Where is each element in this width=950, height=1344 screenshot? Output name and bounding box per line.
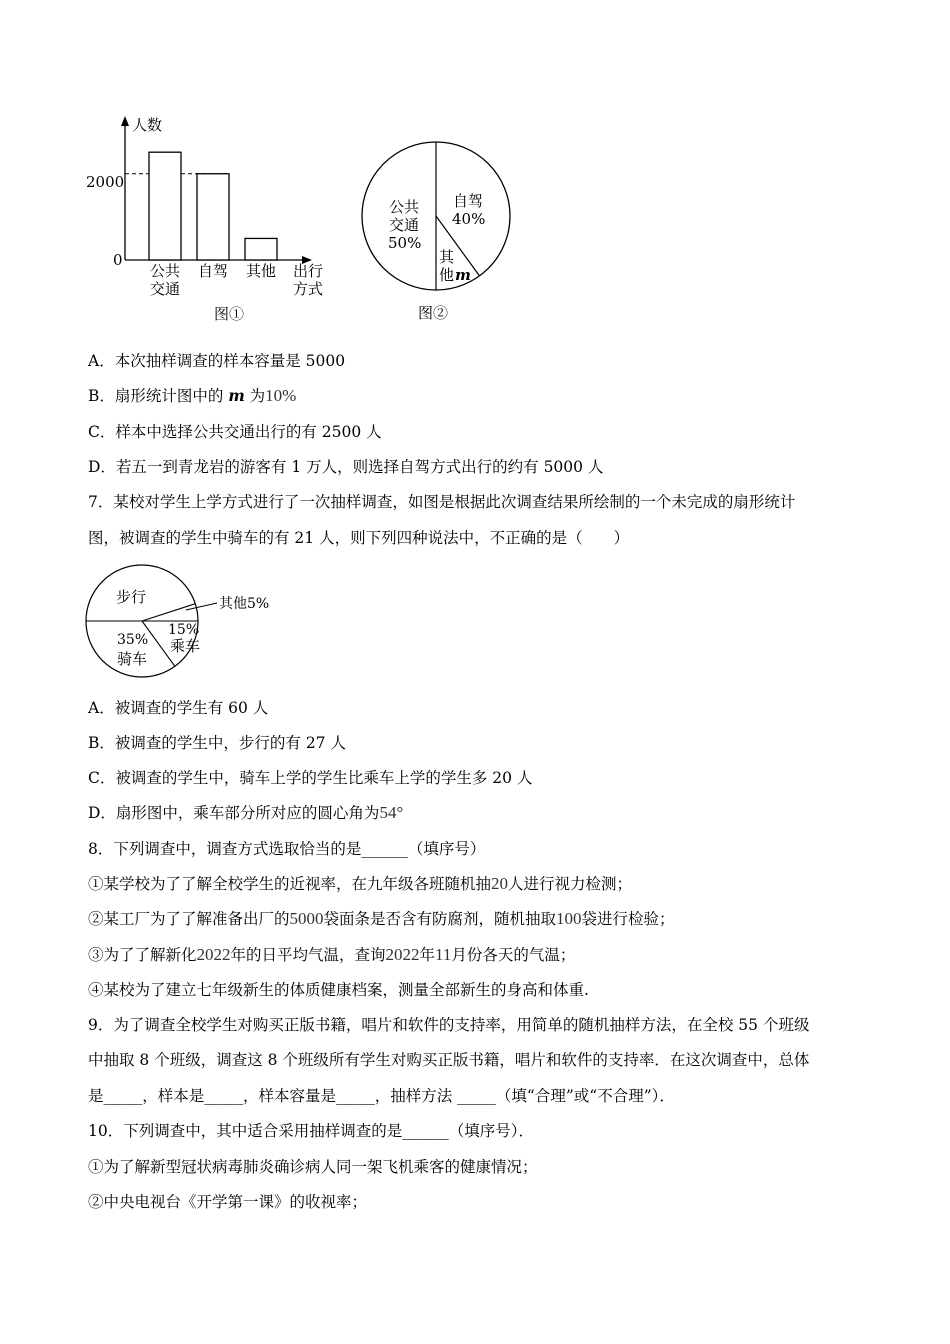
q8-item-3-d: 月份各天的气温；	[451, 946, 576, 964]
q8-stem: 8．下列调查中，调查方式选取恰当的是______（填序号）	[88, 840, 486, 858]
q8-item-3	[88, 945, 575, 965]
q7-option-b: B．被调查的学生中，步行的有 27 人	[88, 734, 346, 752]
pie-chart-figure-3	[82, 560, 292, 680]
pie-3-label-other: 其他5%	[219, 596, 270, 612]
x-category-label-1-line2: 交通	[149, 280, 181, 298]
bar-1	[149, 152, 181, 260]
q9-line2: 中抽取 8 个班级，调查这 8 个班级所有学生对购买正版书籍，唱片和软件的支持率．在这次调查中，总体	[88, 1051, 810, 1069]
bar-3	[245, 238, 277, 260]
q8-item-1	[88, 874, 632, 894]
pie-2-label-self-pct: 40%	[452, 210, 486, 228]
q8-item-3-math1: 2022	[196, 945, 231, 964]
q7-stem-line1: 7．某校对学生上学方式进行了一次抽样调查，如图是根据此次调查结果所绘制的一个未完成的扇形统计	[88, 493, 796, 511]
q8-item-3-c: 年	[419, 946, 436, 964]
q8-item-1-b: 人进行视力检测；	[508, 875, 633, 893]
pie-2-label-public-line1: 公共	[389, 198, 420, 216]
q8-item-3-b: 年的日平均气温，查询	[230, 946, 386, 964]
q8-item-3-math2: 2022	[385, 945, 420, 964]
x-axis-label-line1: 出行	[293, 262, 324, 280]
pie-3-label-bus-pct: 15%	[168, 622, 200, 638]
q8-item-2-a: ②某工厂为了了解准备出厂的	[88, 910, 290, 928]
figure-2-caption: 图②	[418, 304, 449, 322]
q8-item-1-math: 20	[491, 874, 509, 893]
x-category-label-1-line1: 公共	[149, 262, 181, 280]
figure-1-caption: 图①	[214, 305, 245, 323]
y-tick-0: 0	[113, 251, 123, 269]
q7-stem-line2: 图，被调查的学生中骑车的有 21 人，则下列四种说法中，不正确的是（ ）	[88, 529, 630, 547]
pie-2-label-public-pct: 50%	[388, 234, 422, 252]
q7-option-a: A．被调查的学生有 60 人	[88, 699, 269, 717]
q6-option-b-prefix: B．扇形统计图中的	[88, 387, 229, 405]
bar-2	[197, 174, 229, 260]
x-category-labels	[150, 262, 276, 298]
q7-option-d-text: D．扇形图中，乘车部分所对应的圆心角为	[88, 804, 380, 822]
q6-option-b-var: m	[228, 386, 245, 405]
y-tick-2000: 2000	[86, 173, 125, 191]
q6-option-b	[88, 386, 296, 406]
pie-2-label-self: 自驾	[453, 192, 484, 210]
pie-2-label-public-line2: 交通	[389, 216, 420, 234]
y-axis-label: 人数	[132, 116, 163, 134]
pie-2-label-other-var: m	[455, 266, 471, 284]
pie-2-label-other-line2: 他	[439, 266, 455, 284]
pie-3-label-bike: 骑车	[117, 650, 148, 668]
q7-option-d-math: 54°	[379, 803, 404, 822]
q6-option-d: D．若五一到青龙岩的游客有 1 万人，则选择自驾方式出行的约有 5000 人	[88, 458, 604, 476]
q10-item-1: ①为了解新型冠状病毒肺炎确诊病人同一架飞机乘客的健康情况；	[88, 1158, 538, 1176]
x-category-label-2-line1: 自驾	[197, 262, 229, 280]
q8-item-3-math3: 11	[435, 945, 452, 964]
q10-item-2: ②中央电视台《开学第一课》的收视率；	[88, 1193, 368, 1211]
q8-item-4: ④某校为了建立七年级新生的体质健康档案，测量全部新生的身高和体重.	[88, 981, 589, 999]
q8-item-2	[88, 909, 675, 929]
q8-item-2-c: 袋进行检验；	[581, 910, 675, 928]
q6-option-a: A．本次抽样调查的样本容量是 5000	[88, 352, 346, 370]
q10-stem: 10．下列调查中，其中适合采用抽样调查的是______（填序号）．	[88, 1122, 534, 1140]
q9-line3: 是_____，样本是_____，样本容量是_____，抽样方法 _____（填“合理”或“不合理”）．	[88, 1087, 675, 1105]
y-axis-arrow	[121, 116, 129, 126]
pie-3-label-bus: 乘车	[170, 637, 201, 655]
bar-chart-figure-1	[80, 110, 350, 330]
pie-chart-figure-2	[355, 140, 525, 330]
x-axis-label-line2: 方式	[293, 280, 324, 298]
q6-option-b-math: 10%	[265, 386, 297, 405]
q6-option-c: C．样本中选择公共交通出行的有 2500 人	[88, 423, 382, 441]
q8-item-2-math2: 100	[556, 909, 582, 928]
q9-line1: 9．为了调查全校学生对购买正版书籍，唱片和软件的支持率，用简单的随机抽样方法，在全校 55 个班级	[88, 1016, 810, 1034]
bars-group	[125, 152, 277, 260]
q8-item-3-a: ③为了了解新化	[88, 946, 197, 964]
q6-option-b-mid: 为	[244, 387, 266, 405]
q7-option-d	[88, 803, 403, 823]
q8-item-1-a: ①某学校为了了解全校学生的近视率，在九年级各班随机抽	[88, 875, 492, 893]
q7-option-c: C．被调查的学生中，骑车上学的学生比乘车上学的学生多 20 人	[88, 769, 533, 787]
pie-3-label-walk: 步行	[116, 588, 147, 606]
pie-2-label-other-line1: 其	[439, 248, 455, 266]
pie-3-label-bike-pct: 35%	[117, 632, 149, 648]
q8-item-2-b: 袋面条是否含有防腐剂，随机抽取	[323, 910, 557, 928]
x-category-label-3-line1: 其他	[245, 262, 277, 280]
q8-item-2-math1: 5000	[289, 909, 324, 928]
